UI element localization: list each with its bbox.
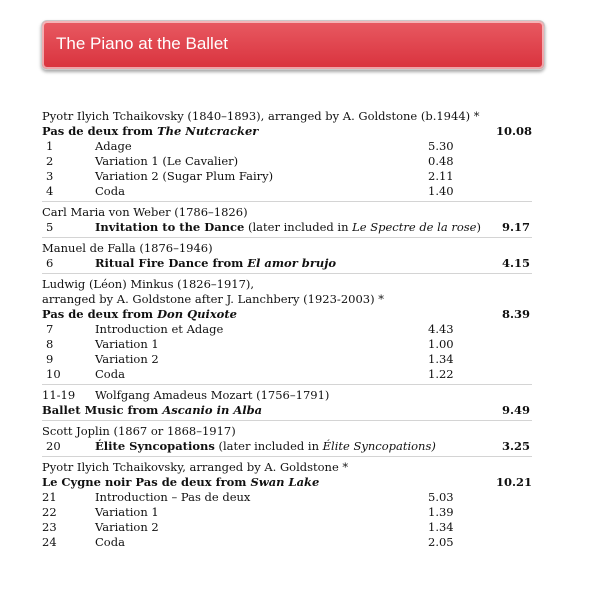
work-title: Ballet Music from Ascanio in Alba [42,403,263,417]
work-total-time: 10.21 [496,475,533,489]
track-title: Coda [95,184,125,198]
title-banner [41,20,545,70]
track-number: 21 [42,490,57,504]
work-total-time: 9.17 [501,220,530,234]
track-number: 4 [46,184,54,198]
track-number: 7 [46,322,54,336]
track-title: Variation 1 [95,505,159,519]
work-title: Pas de deux from The Nutcracker [42,124,259,138]
track-number: 9 [46,352,54,366]
divider [42,420,532,421]
track-number: 24 [42,535,57,549]
divider [42,273,532,274]
track-number: 2 [46,154,54,168]
track-time: 1.22 [428,367,454,381]
track-title: Introduction – Pas de deux [95,490,251,504]
divider [42,237,532,238]
track-title: Variation 1 (Le Cavalier) [95,154,239,168]
composer-line: Manuel de Falla (1876–1946) [42,241,213,255]
work-total-time: 10.08 [496,124,533,138]
work-title: Le Cygne noir Pas de deux from Swan Lake [42,475,320,489]
track-time: 1.40 [428,184,454,198]
work-title: Ritual Fire Dance from El amor brujo [95,256,337,270]
track-time: 1.34 [428,520,454,534]
track-number: 22 [42,505,57,519]
track-number: 10 [46,367,61,381]
divider [42,384,532,385]
work-total-time: 4.15 [501,256,530,270]
track-time: 1.39 [428,505,454,519]
track-title: Variation 2 [95,520,159,534]
page-title: The Piano at the Ballet [56,34,229,53]
work-total-time: 3.25 [501,439,530,453]
track-time: 2.11 [428,169,454,183]
track-time: 5.03 [428,490,454,504]
work-title: Invitation to the Dance (later included in Le Spectre de la rose) [95,220,481,234]
track-title: Introduction et Adage [95,322,224,336]
track-number: 8 [46,337,54,351]
divider [42,456,532,457]
track-title: Variation 2 [95,352,159,366]
track-number: 23 [42,520,57,534]
track-title: Variation 2 (Sugar Plum Fairy) [95,169,274,183]
track-number: 6 [46,256,54,270]
track-title: Coda [95,535,125,549]
work-total-time: 9.49 [501,403,530,417]
track-time: 5.30 [428,139,454,153]
track-time: 1.34 [428,352,454,366]
track-number: 3 [46,169,54,183]
track-number: 1 [46,139,54,153]
work-total-time: 8.39 [501,307,530,321]
composer-line: Ludwig (Léon) Minkus (1826–1917), [42,277,255,291]
composer-line: Carl Maria von Weber (1786–1826) [42,205,248,219]
track-time: 1.00 [428,337,454,351]
track-time: 4.43 [428,322,454,336]
work-title: Élite Syncopations (later included in Élite Syncopations) [95,439,436,453]
work-title: Pas de deux from Don Quixote [42,307,237,321]
composer-line: Wolfgang Amadeus Mozart (1756–1791) [95,388,330,402]
track-number: 5 [46,220,54,234]
divider [42,201,532,202]
track-time: 2.05 [428,535,454,549]
track-title: Variation 1 [95,337,159,351]
track-title: Adage [95,139,132,153]
track-number: 11-19 [42,388,76,402]
track-time: 0.48 [428,154,454,168]
composer-line: Pyotr Ilyich Tchaikovsky, arranged by A. Goldstone * [42,460,349,474]
composer-line: Scott Joplin (1867 or 1868–1917) [42,424,236,438]
track-title: Coda [95,367,125,381]
track-number: 20 [46,439,61,453]
composer-line: arranged by A. Goldstone after J. Lanchbery (1923-2003) * [42,292,384,306]
composer-line: Pyotr Ilyich Tchaikovsky (1840–1893), arranged by A. Goldstone (b.1944) * [42,109,480,123]
